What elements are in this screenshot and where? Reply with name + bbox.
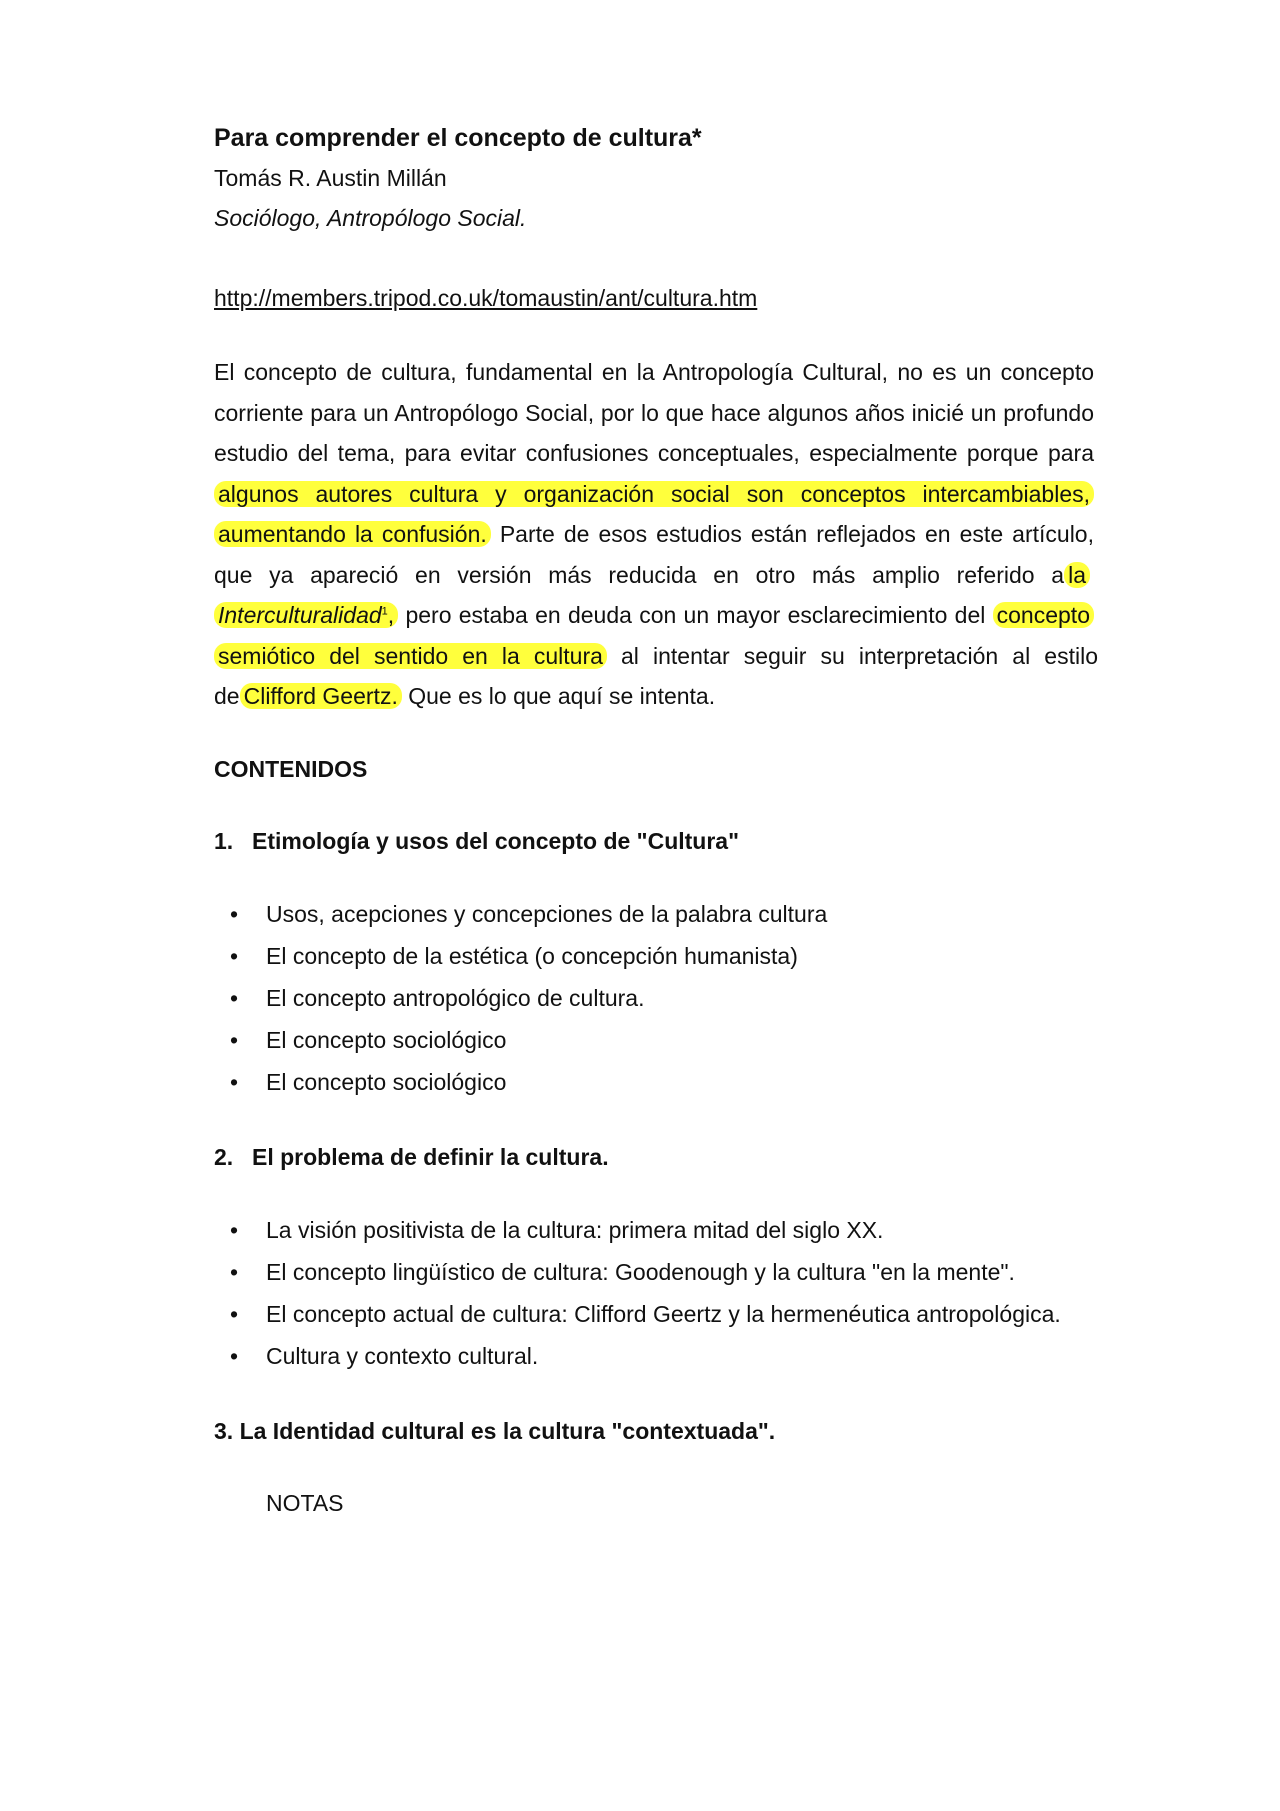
intro-text-2: Parte de esos estudios están reflejados en este artículo, que ya apareció en versión más reducida en otro más amplio referido a bbox=[214, 521, 1094, 588]
bullet-icon: • bbox=[230, 1300, 239, 1327]
section-1-heading bbox=[214, 821, 1094, 861]
list-item bbox=[214, 977, 1094, 1019]
list-item bbox=[214, 1209, 1094, 1251]
list-item-text: El concepto antropológico de cultura. bbox=[266, 984, 645, 1011]
section-2-heading bbox=[214, 1137, 1094, 1177]
intro-text-5: Que es lo que aquí se intenta. bbox=[401, 683, 716, 709]
footnote-marker[interactable]: 1 bbox=[381, 605, 388, 618]
list-item-text: Cultura y contexto cultural. bbox=[266, 1342, 539, 1369]
document-page bbox=[214, 118, 1098, 1523]
highlight-2-comma: , bbox=[387, 602, 395, 628]
highlight-4: Clifford Geertz. bbox=[240, 683, 402, 709]
list-item bbox=[214, 893, 1094, 935]
bullet-icon: • bbox=[230, 1216, 239, 1243]
author-name: Tomás R. Austin Millán bbox=[214, 165, 447, 191]
list-item-text: El concepto de la estética (o concepción humanista) bbox=[266, 942, 798, 969]
section-1-title: Etimología y usos del concepto de "Cultura" bbox=[252, 827, 739, 854]
bullet-icon: • bbox=[230, 1068, 239, 1095]
interculturalidad-term: Interculturalidad bbox=[218, 602, 382, 628]
list-item bbox=[214, 1335, 1094, 1377]
highlight-1: algunos autores cultura y organización social son conceptos intercambiables, aumentando la confusión. bbox=[214, 481, 1094, 548]
intro-text-1: El concepto de cultura, fundamental en la Antropología Cultural, no es un concepto corriente para un Antropólogo Social, por lo que hace algunos años inicié un profundo estudio del tema, para evitar confusiones conceptuales, especialmente porque para bbox=[214, 359, 1094, 466]
highlight-3: concepto semiótico del sentido en la cultura bbox=[214, 602, 1094, 669]
section-2-title: El problema de definir la cultura. bbox=[252, 1143, 609, 1170]
intro-paragraph bbox=[214, 352, 1098, 717]
highlight-2-la: la bbox=[1068, 561, 1086, 588]
author-role: Sociólogo, Antropólogo Social. bbox=[214, 205, 527, 231]
section-3-heading: 3. La Identidad cultural es la cultura "contextuada". bbox=[214, 1417, 776, 1444]
intro-text-4: al intentar seguir su interpretación al estilo de bbox=[214, 642, 1098, 709]
section-1-number: 1. bbox=[214, 827, 234, 854]
list-item-text: El concepto sociológico bbox=[266, 1068, 507, 1095]
bullet-icon: • bbox=[230, 984, 239, 1011]
bullet-icon: • bbox=[230, 1026, 239, 1053]
source-url-line bbox=[214, 278, 1094, 318]
bullet-icon: • bbox=[230, 1342, 239, 1369]
intro-text-3: pero estaba en deuda con un mayor esclarecimiento del bbox=[398, 602, 993, 628]
section-1-list bbox=[214, 893, 1094, 1103]
bullet-icon: • bbox=[230, 942, 239, 969]
section-2-number: 2. bbox=[214, 1143, 234, 1170]
list-item-text: El concepto actual de cultura: Clifford Geertz y la hermenéutica antropológica. bbox=[266, 1300, 1061, 1327]
source-url-link[interactable]: http://members.tripod.co.uk/tomaustin/ant/cultura.htm bbox=[214, 285, 758, 311]
list-item-text: El concepto sociológico bbox=[266, 1026, 507, 1053]
list-item bbox=[214, 1019, 1094, 1061]
list-item bbox=[214, 1293, 1094, 1335]
notes-heading: NOTAS bbox=[266, 1489, 344, 1516]
document-title: Para comprender el concepto de cultura* bbox=[214, 124, 702, 152]
section-2-list bbox=[214, 1209, 1094, 1377]
list-item bbox=[214, 1061, 1094, 1103]
list-item bbox=[214, 935, 1094, 977]
list-item bbox=[214, 1251, 1094, 1293]
contents-heading: CONTENIDOS bbox=[214, 755, 368, 782]
list-item-text: La visión positivista de la cultura: primera mitad del siglo XX. bbox=[266, 1216, 884, 1243]
list-item-text: Usos, acepciones y concepciones de la palabra cultura bbox=[266, 900, 828, 927]
bullet-icon: • bbox=[230, 1258, 239, 1285]
list-item-text: El concepto lingüístico de cultura: Goodenough y la cultura "en la mente". bbox=[266, 1258, 1015, 1285]
bullet-icon: • bbox=[230, 900, 239, 927]
